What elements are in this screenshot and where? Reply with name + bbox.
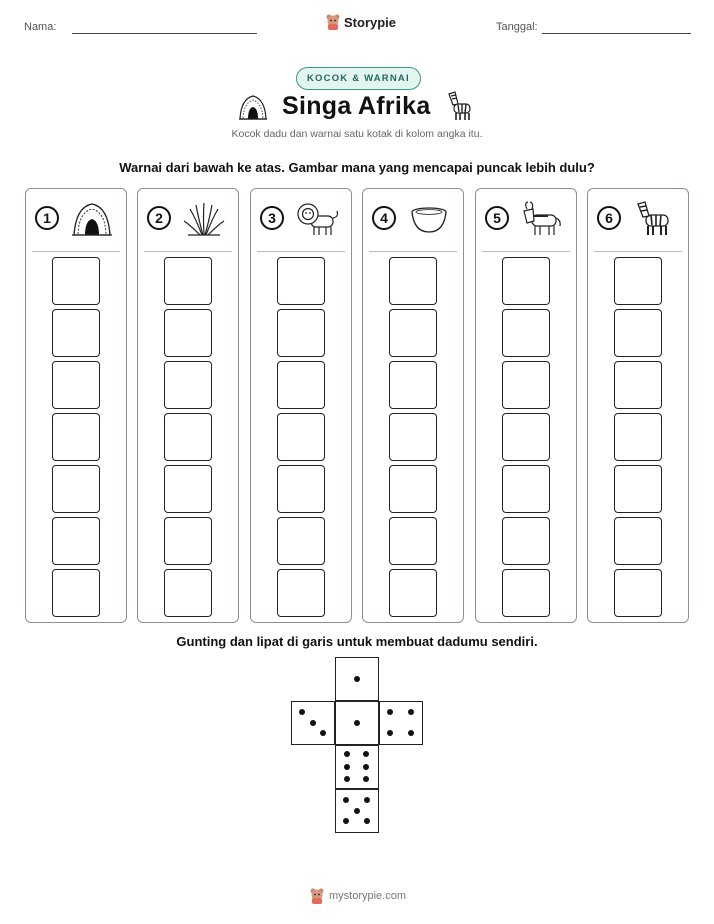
grass-icon — [180, 199, 228, 239]
color-box[interactable] — [389, 569, 437, 617]
column-3 — [250, 188, 352, 623]
dice-pip — [363, 764, 369, 770]
wildebeest-icon — [518, 199, 566, 239]
dice-pip — [408, 709, 414, 715]
cave-icon — [238, 93, 268, 121]
color-box[interactable] — [502, 465, 550, 513]
cave-icon — [68, 199, 116, 239]
color-box[interactable] — [277, 465, 325, 513]
color-box[interactable] — [277, 361, 325, 409]
color-box[interactable] — [52, 517, 100, 565]
footer — [310, 888, 406, 904]
dice-pip — [344, 776, 350, 782]
color-box[interactable] — [164, 257, 212, 305]
dice-pip — [364, 797, 370, 803]
color-box[interactable] — [389, 413, 437, 461]
lion-icon — [293, 199, 341, 239]
zebra-icon — [446, 90, 476, 122]
color-box[interactable] — [502, 257, 550, 305]
column-divider — [369, 251, 457, 252]
color-box[interactable] — [502, 413, 550, 461]
date-line — [542, 33, 691, 34]
color-box[interactable] — [164, 517, 212, 565]
dice-pip — [343, 797, 349, 803]
dice-pip — [310, 720, 316, 726]
page-title: Singa Afrika — [282, 92, 431, 120]
color-box[interactable] — [614, 569, 662, 617]
dice-pip — [299, 709, 305, 715]
name-label: Nama: — [24, 21, 57, 33]
column-5 — [475, 188, 577, 623]
dice-pip — [408, 730, 414, 736]
color-box[interactable] — [52, 361, 100, 409]
column-4 — [362, 188, 464, 623]
column-divider — [32, 251, 120, 252]
dice-face — [335, 657, 379, 701]
color-box[interactable] — [614, 517, 662, 565]
color-box[interactable] — [52, 309, 100, 357]
dice-pip — [320, 730, 326, 736]
name-line — [72, 33, 257, 34]
color-box[interactable] — [164, 309, 212, 357]
column-divider — [257, 251, 345, 252]
color-box[interactable] — [614, 257, 662, 305]
dice-pip — [364, 818, 370, 824]
color-box[interactable] — [614, 465, 662, 513]
dice-instruction: Gunting dan lipat di garis untuk membuat dadumu sendiri. — [176, 634, 538, 649]
column-1 — [25, 188, 127, 623]
column-number: 4 — [372, 206, 396, 230]
color-box[interactable] — [389, 517, 437, 565]
dice-pip — [363, 776, 369, 782]
dice-pip — [387, 709, 393, 715]
category-badge: KOCOK & WARNAI — [296, 67, 421, 90]
color-box[interactable] — [389, 309, 437, 357]
color-box[interactable] — [52, 465, 100, 513]
bowl-icon — [405, 199, 453, 239]
brand-name: Storypie — [344, 14, 397, 30]
dice-pip — [354, 676, 360, 682]
bear-icon — [326, 14, 340, 30]
dice-pip — [387, 730, 393, 736]
column-number: 2 — [147, 206, 171, 230]
color-box[interactable] — [277, 569, 325, 617]
page-subtitle: Kocok dadu dan warnai satu kotak di kolom angka itu. — [231, 128, 483, 140]
dice-pip — [343, 818, 349, 824]
color-box[interactable] — [614, 413, 662, 461]
footer-url: mystorypie.com — [329, 890, 407, 902]
color-box[interactable] — [389, 257, 437, 305]
column-number: 1 — [35, 206, 59, 230]
color-box[interactable] — [502, 569, 550, 617]
dice-pip — [363, 751, 369, 757]
color-box[interactable] — [389, 465, 437, 513]
color-box[interactable] — [277, 517, 325, 565]
brand-logo — [326, 14, 396, 30]
color-box[interactable] — [277, 413, 325, 461]
date-label: Tanggal: — [496, 21, 538, 33]
color-box[interactable] — [502, 361, 550, 409]
dice-face — [335, 701, 379, 745]
color-box[interactable] — [614, 309, 662, 357]
column-divider — [482, 251, 570, 252]
color-box[interactable] — [614, 361, 662, 409]
color-box[interactable] — [52, 413, 100, 461]
dice-face — [335, 745, 379, 789]
instruction-text: Warnai dari bawah ke atas. Gambar mana yang mencapai puncak lebih dulu? — [119, 160, 595, 175]
color-box[interactable] — [164, 361, 212, 409]
dice-pip — [354, 808, 360, 814]
column-divider — [144, 251, 232, 252]
color-box[interactable] — [277, 257, 325, 305]
column-2 — [137, 188, 239, 623]
dice-pip — [344, 751, 350, 757]
dice-face — [291, 701, 335, 745]
column-number: 6 — [597, 206, 621, 230]
color-box[interactable] — [502, 309, 550, 357]
color-box[interactable] — [164, 465, 212, 513]
column-6 — [587, 188, 689, 623]
color-box[interactable] — [164, 413, 212, 461]
dice-face — [379, 701, 423, 745]
color-box[interactable] — [502, 517, 550, 565]
bear-icon — [310, 888, 324, 904]
color-box[interactable] — [164, 569, 212, 617]
zebra-icon — [630, 199, 678, 239]
color-box[interactable] — [52, 257, 100, 305]
color-box[interactable] — [277, 309, 325, 357]
column-number: 3 — [260, 206, 284, 230]
column-number: 5 — [485, 206, 509, 230]
dice-face — [335, 789, 379, 833]
color-box[interactable] — [389, 361, 437, 409]
dice-pip — [344, 764, 350, 770]
dice-pip — [354, 720, 360, 726]
column-divider — [594, 251, 682, 252]
color-box[interactable] — [52, 569, 100, 617]
